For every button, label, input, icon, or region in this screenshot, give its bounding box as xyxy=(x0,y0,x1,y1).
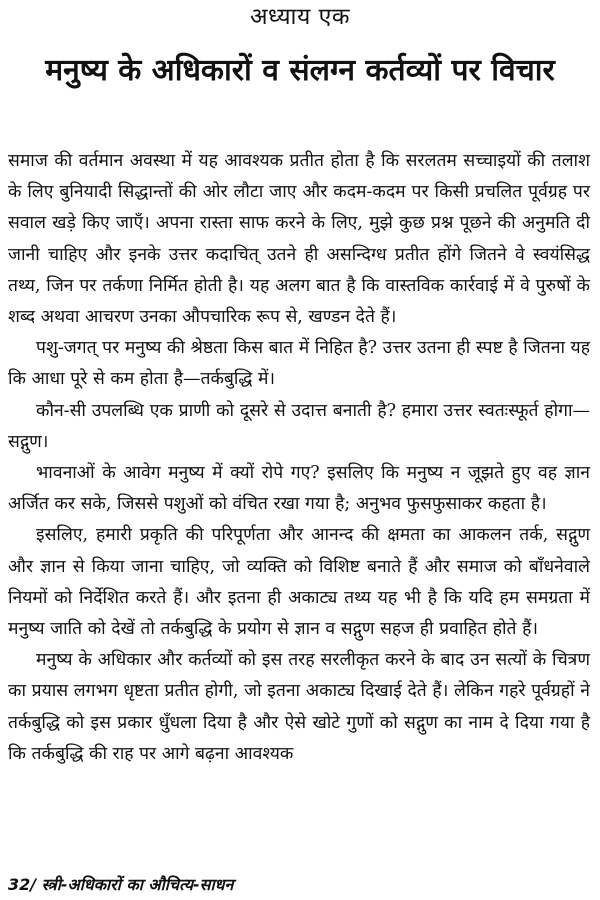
running-book-title: / स्त्री-अधिकारों का औचित्य-साधन xyxy=(30,875,234,894)
paragraph-1: समाज की वर्तमान अवस्था में यह आवश्यक प्रतीत होता है कि सरलतम सच्चाइयों की तलाश के लिए बुनियादी सिद्धान्तों की ओर लौटा जाए और कदम-कदम पर किसी प्रचलित पूर्वग्रह पर सवाल खड़े किए जाएँ। अपना रास्ता साफ करने के लिए, मुझे कुछ प्रश्न पूछने की अनुमति दी जानी चाहिए और इनके उत्तर कदाचित् उतने ही असन्दिग्ध प्रतीत होंगे जितने वे स्वयंसिद्ध तथ्य, जिन पर तर्कणा निर्मित होती है। यह अलग बात है कि वास्तविक कार्रवाई में वे पुरुषों के शब्द अथवा आचरण उनका औपचारिक रूप से, खण्डन देते हैं। xyxy=(8,151,590,328)
page-footer xyxy=(8,874,233,896)
paragraph-4: भावनाओं के आवेग मनुष्य में क्यों रोपे गए? इसलिए कि मनुष्य न जूझते हुए वह ज्ञान अर्जित कर सके, जिससे पशुओं को वंचित रखा गया है; अनुभव फुसफुसाकर कहता है। xyxy=(8,463,590,515)
paragraph-5: इसलिए, हमारी प्रकृति की परिपूर्णता और आनन्द की क्षमता का आकलन तर्क, सद्गुण और ज्ञान से किया जाना चाहिए, जो व्यक्ति को विशिष्ट बनाते हैं और समाज को बाँधनेवाले नियमों को निर्देशित करते हैं। और इतना ही अकाट्य तथ्य यह भी है कि यदि हम समग्रता में मनुष्य जाति को देखें तो तर्कबुद्धि के प्रयोग से ज्ञान व सद्गुण सहज ही प्रवाहित होते हैं। xyxy=(8,525,590,640)
page-number: 32 xyxy=(8,875,31,894)
body-text xyxy=(8,146,590,770)
paragraph-3: कौन-सी उपलब्धि एक प्राणी को दूसरे से उदात्त बनाती है? हमारा उत्तर स्वतःस्फूर्त होगा—सद्गुण। xyxy=(8,400,590,452)
paragraph-6: मनुष्य के अधिकार और कर्तव्यों को इस तरह सरलीकृत करने के बाद उन सत्यों के चित्रण का प्रयास लगभग धृष्टता प्रतीत होगी, जो इतना अकाट्य दिखाई देते हैं। लेकिन गहरे पूर्वग्रहों ने तर्कबुद्धि को इस प्रकार धुँधला दिया है और ऐसे खोटे गुणों को सद्गुण का नाम दे दिया गया है कि तर्कबुद्धि की राह पर आगे बढ़ना आवश्यक xyxy=(8,650,590,764)
paragraph-2: पशु-जगत् पर मनुष्य की श्रेष्ठता किस बात में निहित है? उत्तर उतना ही स्पष्ट है जितना यह कि आधा पूरे से कम होता है—तर्कबुद्धि में। xyxy=(8,338,590,390)
chapter-label: अध्याय एक xyxy=(249,4,351,30)
chapter-title: मनुष्य के अधिकारों व संलग्न कर्तव्यों पर विचार xyxy=(45,53,555,88)
